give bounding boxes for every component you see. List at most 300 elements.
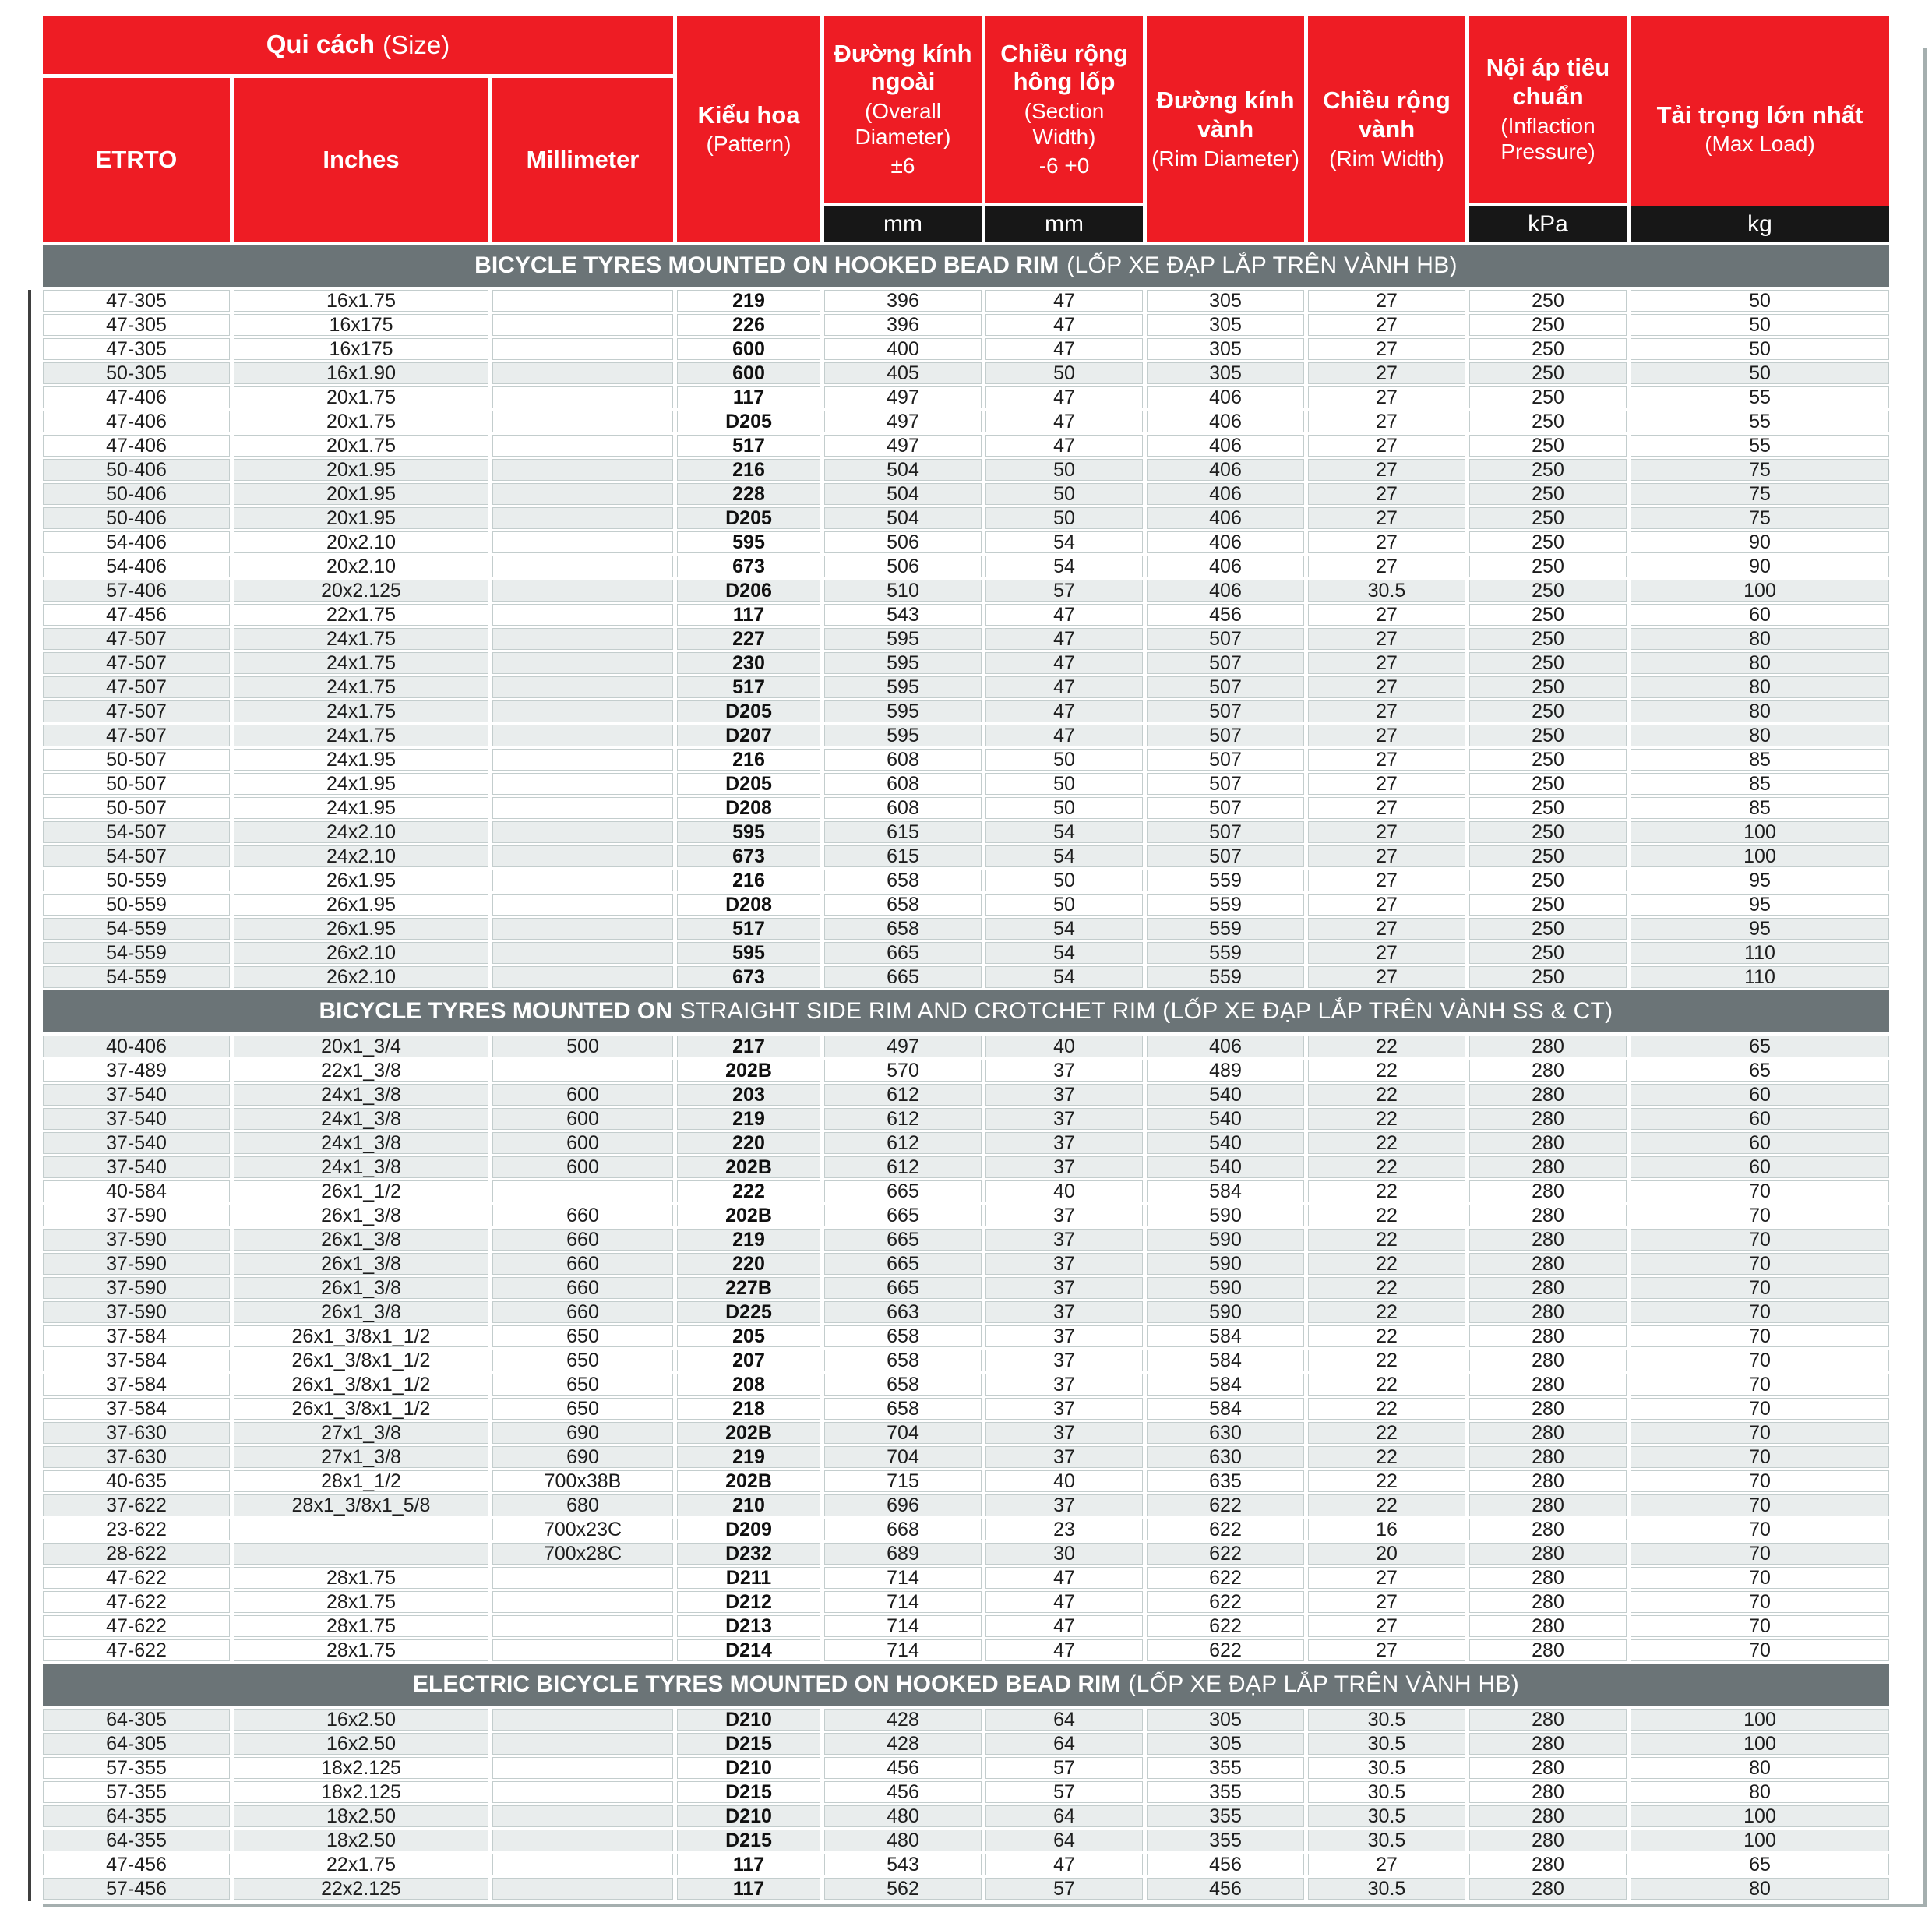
cell-inches: 26x1_3/8 <box>234 1205 488 1226</box>
cell-max-load: 100 <box>1631 1733 1889 1755</box>
column-header-rim-width: Chiều rộng vành (Rim Width) <box>1308 16 1465 242</box>
table-row <box>43 725 1889 746</box>
table-row <box>43 1325 1889 1347</box>
cell-max-load: 65 <box>1631 1854 1889 1875</box>
cell-overall-diameter: 714 <box>824 1639 982 1661</box>
cell-rim-width: 27 <box>1308 290 1465 312</box>
cell-millimeter <box>492 556 673 577</box>
cell-inflation-pressure: 250 <box>1469 966 1627 988</box>
cell-pattern: D213 <box>677 1615 820 1637</box>
cell-inflation-pressure: 280 <box>1469 1830 1627 1851</box>
cell-section-width: 57 <box>985 1878 1143 1900</box>
unit-label-kg: kg <box>1631 206 1889 242</box>
cell-millimeter <box>492 628 673 650</box>
cell-max-load: 70 <box>1631 1567 1889 1589</box>
table-row <box>43 700 1889 722</box>
cell-max-load: 70 <box>1631 1639 1889 1661</box>
table-row <box>43 1301 1889 1323</box>
cell-inches: 26x1.95 <box>234 918 488 940</box>
cell-pattern: 222 <box>677 1180 820 1202</box>
cell-millimeter: 660 <box>492 1205 673 1226</box>
cell-rim-diameter: 590 <box>1147 1277 1304 1299</box>
cell-inches: 18x2.125 <box>234 1781 488 1803</box>
cell-millimeter: 600 <box>492 1084 673 1106</box>
cell-etrto: 50-406 <box>43 483 230 505</box>
cell-inflation-pressure: 250 <box>1469 725 1627 746</box>
cell-millimeter <box>492 797 673 819</box>
cell-max-load: 95 <box>1631 894 1889 916</box>
cell-inches: 26x2.10 <box>234 966 488 988</box>
cell-inflation-pressure: 280 <box>1469 1422 1627 1444</box>
cell-section-width: 37 <box>985 1350 1143 1371</box>
cell-inflation-pressure: 250 <box>1469 700 1627 722</box>
cell-inflation-pressure: 250 <box>1469 604 1627 626</box>
cell-inches: 18x2.50 <box>234 1805 488 1827</box>
cell-inflation-pressure: 280 <box>1469 1494 1627 1516</box>
cell-pattern: D209 <box>677 1519 820 1540</box>
cell-rim-width: 30.5 <box>1308 1781 1465 1803</box>
cell-pattern: D225 <box>677 1301 820 1323</box>
table-row <box>43 411 1889 432</box>
cell-etrto: 47-406 <box>43 411 230 432</box>
cell-millimeter: 680 <box>492 1494 673 1516</box>
cell-inflation-pressure: 280 <box>1469 1519 1627 1540</box>
cell-rim-width: 27 <box>1308 1567 1465 1589</box>
cell-max-load: 80 <box>1631 700 1889 722</box>
table-row <box>43 338 1889 360</box>
cell-pattern: D210 <box>677 1757 820 1779</box>
cell-etrto: 50-559 <box>43 870 230 891</box>
cell-pattern: 595 <box>677 821 820 843</box>
cell-section-width: 47 <box>985 1591 1143 1613</box>
cell-inches: 22x1.75 <box>234 604 488 626</box>
cell-etrto: 50-507 <box>43 797 230 819</box>
cell-overall-diameter: 506 <box>824 531 982 553</box>
cell-millimeter <box>492 483 673 505</box>
table-row <box>43 1470 1889 1492</box>
cell-overall-diameter: 400 <box>824 338 982 360</box>
cell-inches: 24x1.95 <box>234 797 488 819</box>
cell-etrto: 57-406 <box>43 580 230 602</box>
size-group-label-en: (Size) <box>383 30 450 59</box>
cell-millimeter <box>492 1854 673 1875</box>
cell-inches: 20x2.10 <box>234 556 488 577</box>
cell-rim-width: 22 <box>1308 1470 1465 1492</box>
cell-section-width: 37 <box>985 1156 1143 1178</box>
cell-inflation-pressure: 280 <box>1469 1639 1627 1661</box>
cell-rim-diameter: 584 <box>1147 1398 1304 1420</box>
scan-edge-line-left <box>28 290 31 1901</box>
cell-max-load: 70 <box>1631 1519 1889 1540</box>
cell-pattern: D205 <box>677 700 820 722</box>
cell-overall-diameter: 612 <box>824 1132 982 1154</box>
cell-pattern: 600 <box>677 338 820 360</box>
cell-rim-diameter: 406 <box>1147 531 1304 553</box>
cell-overall-diameter: 608 <box>824 773 982 795</box>
cell-millimeter: 650 <box>492 1350 673 1371</box>
cell-section-width: 54 <box>985 918 1143 940</box>
cell-overall-diameter: 665 <box>824 1253 982 1275</box>
column-header-millimeter: Millimeter <box>492 78 673 242</box>
cell-pattern: 227B <box>677 1277 820 1299</box>
cell-inches: 18x2.125 <box>234 1757 488 1779</box>
cell-inflation-pressure: 250 <box>1469 314 1627 336</box>
cell-max-load: 70 <box>1631 1253 1889 1275</box>
cell-inches: 24x1.75 <box>234 652 488 674</box>
cell-overall-diameter: 714 <box>824 1567 982 1589</box>
cell-inches: 26x2.10 <box>234 942 488 964</box>
cell-millimeter <box>492 1060 673 1082</box>
cell-inches: 28x1.75 <box>234 1591 488 1613</box>
cell-overall-diameter: 428 <box>824 1709 982 1731</box>
table-row <box>43 1156 1889 1178</box>
cell-section-width: 50 <box>985 749 1143 771</box>
cell-rim-diameter: 406 <box>1147 580 1304 602</box>
cell-max-load: 60 <box>1631 1156 1889 1178</box>
cell-pattern: D214 <box>677 1639 820 1661</box>
cell-rim-diameter: 507 <box>1147 773 1304 795</box>
cell-inflation-pressure: 250 <box>1469 362 1627 384</box>
cell-millimeter <box>492 676 673 698</box>
cell-section-width: 47 <box>985 314 1143 336</box>
cell-rim-diameter: 622 <box>1147 1615 1304 1637</box>
cell-inflation-pressure: 280 <box>1469 1567 1627 1589</box>
cell-etrto: 64-305 <box>43 1733 230 1755</box>
cell-overall-diameter: 506 <box>824 556 982 577</box>
cell-rim-width: 30.5 <box>1308 580 1465 602</box>
cell-pattern: D211 <box>677 1567 820 1589</box>
cell-millimeter <box>492 362 673 384</box>
cell-inflation-pressure: 280 <box>1469 1108 1627 1130</box>
cell-etrto: 47-406 <box>43 435 230 457</box>
cell-max-load: 70 <box>1631 1591 1889 1613</box>
cell-etrto: 37-630 <box>43 1422 230 1444</box>
table-row <box>43 531 1889 553</box>
cell-pattern: D215 <box>677 1733 820 1755</box>
cell-inches: 20x1.75 <box>234 411 488 432</box>
table-row <box>43 1733 1889 1755</box>
cell-pattern: 219 <box>677 1446 820 1468</box>
cell-pattern: 218 <box>677 1398 820 1420</box>
cell-section-width: 64 <box>985 1805 1143 1827</box>
cell-overall-diameter: 714 <box>824 1591 982 1613</box>
cell-section-width: 54 <box>985 845 1143 867</box>
cell-rim-width: 27 <box>1308 556 1465 577</box>
cell-rim-diameter: 559 <box>1147 894 1304 916</box>
cell-section-width: 37 <box>985 1422 1143 1444</box>
cell-rim-width: 27 <box>1308 435 1465 457</box>
cell-pattern: 117 <box>677 386 820 408</box>
table-row <box>43 290 1889 312</box>
cell-rim-diameter: 622 <box>1147 1591 1304 1613</box>
cell-overall-diameter: 595 <box>824 700 982 722</box>
cell-section-width: 64 <box>985 1733 1143 1755</box>
cell-section-width: 30 <box>985 1543 1143 1565</box>
cell-overall-diameter: 715 <box>824 1470 982 1492</box>
cell-inflation-pressure: 280 <box>1469 1229 1627 1251</box>
table-row <box>43 1446 1889 1468</box>
section-header <box>43 1664 1889 1706</box>
cell-overall-diameter: 497 <box>824 411 982 432</box>
cell-etrto: 37-590 <box>43 1229 230 1251</box>
cell-pattern: 216 <box>677 459 820 481</box>
cell-etrto: 50-559 <box>43 894 230 916</box>
table-row <box>43 1591 1889 1613</box>
table-row <box>43 918 1889 940</box>
cell-rim-width: 22 <box>1308 1350 1465 1371</box>
cell-etrto: 54-507 <box>43 821 230 843</box>
cell-max-load: 100 <box>1631 1830 1889 1851</box>
cell-rim-diameter: 406 <box>1147 459 1304 481</box>
cell-inflation-pressure: 280 <box>1469 1180 1627 1202</box>
cell-overall-diameter: 714 <box>824 1615 982 1637</box>
cell-overall-diameter: 510 <box>824 580 982 602</box>
cell-pattern: 595 <box>677 531 820 553</box>
cell-rim-width: 22 <box>1308 1277 1465 1299</box>
cell-etrto: 54-406 <box>43 531 230 553</box>
cell-inflation-pressure: 250 <box>1469 942 1627 964</box>
cell-rim-diameter: 305 <box>1147 290 1304 312</box>
column-header-inflation-pressure: Nội áp tiêu chuẩn (Inflaction Pressure) <box>1469 16 1627 203</box>
cell-etrto: 37-584 <box>43 1325 230 1347</box>
cell-inflation-pressure: 250 <box>1469 676 1627 698</box>
cell-section-width: 50 <box>985 870 1143 891</box>
cell-millimeter <box>492 386 673 408</box>
cell-pattern: 517 <box>677 435 820 457</box>
cell-inches: 24x1.75 <box>234 628 488 650</box>
cell-etrto: 40-406 <box>43 1036 230 1057</box>
table-row <box>43 1277 1889 1299</box>
cell-inflation-pressure: 280 <box>1469 1325 1627 1347</box>
cell-section-width: 47 <box>985 435 1143 457</box>
cell-rim-width: 30.5 <box>1308 1830 1465 1851</box>
cell-etrto: 37-622 <box>43 1494 230 1516</box>
cell-section-width: 64 <box>985 1709 1143 1731</box>
cell-overall-diameter: 663 <box>824 1301 982 1323</box>
cell-rim-width: 22 <box>1308 1156 1465 1178</box>
cell-etrto: 37-540 <box>43 1084 230 1106</box>
cell-section-width: 37 <box>985 1494 1143 1516</box>
cell-etrto: 47-305 <box>43 290 230 312</box>
cell-inches: 28x1.75 <box>234 1615 488 1637</box>
cell-millimeter <box>492 1830 673 1851</box>
cell-millimeter: 600 <box>492 1108 673 1130</box>
cell-etrto: 40-635 <box>43 1470 230 1492</box>
cell-inches: 22x2.125 <box>234 1878 488 1900</box>
section-width-tolerance: -6 +0 <box>1038 153 1090 178</box>
cell-rim-diameter: 584 <box>1147 1374 1304 1396</box>
cell-max-load: 55 <box>1631 386 1889 408</box>
cell-inches: 24x1.75 <box>234 676 488 698</box>
cell-pattern: D215 <box>677 1830 820 1851</box>
cell-inches: 24x1.75 <box>234 725 488 746</box>
cell-section-width: 37 <box>985 1446 1143 1468</box>
cell-millimeter: 690 <box>492 1446 673 1468</box>
column-header-pattern: Kiểu hoa (Pattern) <box>677 16 820 242</box>
table-row <box>43 845 1889 867</box>
cell-rim-width: 27 <box>1308 459 1465 481</box>
table-row <box>43 1132 1889 1154</box>
table-row <box>43 1422 1889 1444</box>
cell-section-width: 47 <box>985 1567 1143 1589</box>
cell-rim-diameter: 584 <box>1147 1350 1304 1371</box>
cell-millimeter <box>492 725 673 746</box>
cell-etrto: 50-507 <box>43 773 230 795</box>
cell-section-width: 47 <box>985 604 1143 626</box>
column-header-inches: Inches <box>234 78 488 242</box>
cell-inflation-pressure: 250 <box>1469 870 1627 891</box>
cell-rim-diameter: 305 <box>1147 1733 1304 1755</box>
cell-millimeter <box>492 1567 673 1589</box>
cell-inflation-pressure: 280 <box>1469 1205 1627 1226</box>
cell-inflation-pressure: 250 <box>1469 556 1627 577</box>
cell-etrto: 54-406 <box>43 556 230 577</box>
cell-etrto: 50-305 <box>43 362 230 384</box>
cell-max-load: 80 <box>1631 652 1889 674</box>
cell-max-load: 85 <box>1631 797 1889 819</box>
table-row <box>43 821 1889 843</box>
cell-inflation-pressure: 250 <box>1469 821 1627 843</box>
column-header-rim-diameter: Đường kính vành (Rim Diameter) <box>1147 16 1304 242</box>
cell-pattern: 203 <box>677 1084 820 1106</box>
cell-rim-diameter: 507 <box>1147 821 1304 843</box>
cell-inflation-pressure: 280 <box>1469 1805 1627 1827</box>
cell-pattern: 673 <box>677 966 820 988</box>
cell-rim-diameter: 507 <box>1147 652 1304 674</box>
table-row <box>43 314 1889 336</box>
cell-millimeter <box>492 1180 673 1202</box>
cell-inflation-pressure: 280 <box>1469 1781 1627 1803</box>
cell-overall-diameter: 608 <box>824 749 982 771</box>
cell-inflation-pressure: 280 <box>1469 1757 1627 1779</box>
cell-rim-width: 27 <box>1308 700 1465 722</box>
cell-section-width: 54 <box>985 531 1143 553</box>
cell-pattern: D205 <box>677 773 820 795</box>
cell-pattern: 226 <box>677 314 820 336</box>
cell-section-width: 37 <box>985 1060 1143 1082</box>
cell-pattern: 228 <box>677 483 820 505</box>
cell-inches: 28x1.75 <box>234 1567 488 1589</box>
cell-rim-diameter: 406 <box>1147 435 1304 457</box>
cell-inches: 26x1_3/8 <box>234 1229 488 1251</box>
cell-rim-width: 16 <box>1308 1519 1465 1540</box>
cell-pattern: 216 <box>677 870 820 891</box>
cell-inches: 20x1_3/4 <box>234 1036 488 1057</box>
cell-rim-diameter: 540 <box>1147 1108 1304 1130</box>
cell-millimeter: 660 <box>492 1229 673 1251</box>
cell-pattern: 219 <box>677 290 820 312</box>
cell-rim-diameter: 456 <box>1147 1878 1304 1900</box>
cell-inflation-pressure: 250 <box>1469 507 1627 529</box>
cell-inches: 26x1_3/8x1_1/2 <box>234 1325 488 1347</box>
cell-section-width: 47 <box>985 652 1143 674</box>
cell-rim-diameter: 355 <box>1147 1830 1304 1851</box>
unit-label-kpa: kPa <box>1469 206 1627 242</box>
cell-pattern: 517 <box>677 676 820 698</box>
cell-inflation-pressure: 280 <box>1469 1446 1627 1468</box>
cell-millimeter: 650 <box>492 1374 673 1396</box>
table-row <box>43 1854 1889 1875</box>
cell-max-load: 50 <box>1631 314 1889 336</box>
cell-max-load: 70 <box>1631 1180 1889 1202</box>
cell-etrto: 37-630 <box>43 1446 230 1468</box>
cell-rim-diameter: 622 <box>1147 1494 1304 1516</box>
cell-etrto: 37-590 <box>43 1205 230 1226</box>
cell-rim-diameter: 456 <box>1147 1854 1304 1875</box>
cell-rim-diameter: 507 <box>1147 700 1304 722</box>
table-row <box>43 580 1889 602</box>
cell-etrto: 37-590 <box>43 1277 230 1299</box>
cell-rim-diameter: 584 <box>1147 1180 1304 1202</box>
cell-max-load: 50 <box>1631 362 1889 384</box>
cell-pattern: 219 <box>677 1229 820 1251</box>
cell-inflation-pressure: 250 <box>1469 918 1627 940</box>
tyre-spec-table <box>43 16 1889 1902</box>
cell-inflation-pressure: 280 <box>1469 1591 1627 1613</box>
cell-millimeter <box>492 1615 673 1637</box>
cell-inches: 24x1_3/8 <box>234 1084 488 1106</box>
table-row <box>43 1180 1889 1202</box>
cell-rim-width: 22 <box>1308 1205 1465 1226</box>
cell-inches: 26x1_3/8x1_1/2 <box>234 1398 488 1420</box>
cell-section-width: 50 <box>985 894 1143 916</box>
table-row <box>43 1374 1889 1396</box>
cell-pattern: D215 <box>677 1781 820 1803</box>
table-row <box>43 1709 1889 1731</box>
cell-inflation-pressure: 250 <box>1469 459 1627 481</box>
cell-rim-diameter: 590 <box>1147 1229 1304 1251</box>
cell-overall-diameter: 504 <box>824 459 982 481</box>
cell-inches: 26x1.95 <box>234 870 488 891</box>
cell-etrto: 37-590 <box>43 1253 230 1275</box>
section-header <box>43 245 1889 287</box>
cell-rim-diameter: 456 <box>1147 604 1304 626</box>
cell-max-load: 80 <box>1631 676 1889 698</box>
cell-rim-diameter: 507 <box>1147 725 1304 746</box>
cell-max-load: 75 <box>1631 483 1889 505</box>
cell-max-load: 50 <box>1631 290 1889 312</box>
cell-overall-diameter: 595 <box>824 676 982 698</box>
cell-etrto: 64-305 <box>43 1709 230 1731</box>
cell-max-load: 50 <box>1631 338 1889 360</box>
cell-max-load: 90 <box>1631 531 1889 553</box>
cell-max-load: 85 <box>1631 773 1889 795</box>
cell-section-width: 40 <box>985 1036 1143 1057</box>
cell-max-load: 70 <box>1631 1277 1889 1299</box>
cell-etrto: 37-489 <box>43 1060 230 1082</box>
cell-pattern: 600 <box>677 362 820 384</box>
cell-inches: 16x1.90 <box>234 362 488 384</box>
cell-section-width: 57 <box>985 1757 1143 1779</box>
cell-inches: 22x1.75 <box>234 1854 488 1875</box>
section-title-bold: BICYCLE TYRES MOUNTED ON HOOKED BEAD RIM <box>474 252 1059 278</box>
cell-section-width: 40 <box>985 1180 1143 1202</box>
table-row <box>43 749 1889 771</box>
cell-max-load: 110 <box>1631 966 1889 988</box>
cell-etrto: 47-305 <box>43 314 230 336</box>
column-header-overall-diameter: Đường kính ngoài (Overall Diameter) ±6 <box>824 16 982 203</box>
cell-max-load: 55 <box>1631 411 1889 432</box>
cell-max-load: 60 <box>1631 1084 1889 1106</box>
cell-inflation-pressure: 280 <box>1469 1615 1627 1637</box>
section-title-normal: (LỐP XE ĐẠP LẮP TRÊN VÀNH HB) <box>1066 252 1458 278</box>
cell-max-load: 70 <box>1631 1494 1889 1516</box>
cell-inflation-pressure: 280 <box>1469 1470 1627 1492</box>
cell-max-load: 70 <box>1631 1422 1889 1444</box>
cell-overall-diameter: 480 <box>824 1830 982 1851</box>
cell-section-width: 23 <box>985 1519 1143 1540</box>
cell-inflation-pressure: 250 <box>1469 531 1627 553</box>
